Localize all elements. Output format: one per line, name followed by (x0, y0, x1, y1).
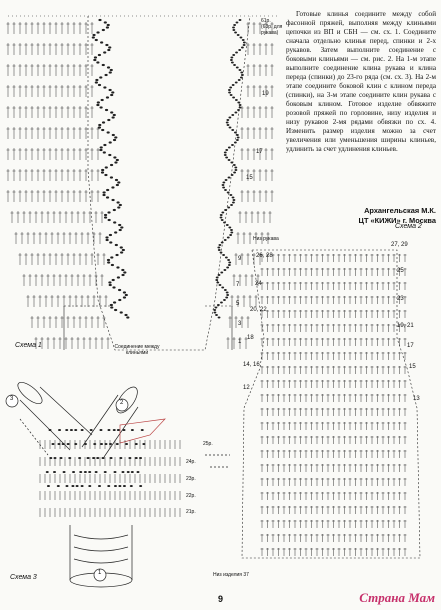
scheme1-top-right: 61р. (261, 18, 271, 24)
scheme1-label: Схема 1 (15, 342, 42, 349)
scheme3-circle-2: 2 (120, 400, 124, 406)
scheme3-row-23: 23р. (186, 476, 196, 482)
scheme2-right-23: 23 (397, 296, 404, 302)
scheme1-row-9: 9 (238, 256, 242, 262)
scheme2-top-label: Низ рукава (253, 236, 279, 242)
scheme2-right-25: 25 (397, 268, 404, 274)
page-number: 9 (217, 594, 223, 604)
scheme3-diagram (0, 375, 232, 590)
scheme2-left-14: 14, 16 (243, 362, 260, 368)
scheme2-left-20: 20, 22 (250, 307, 267, 313)
scheme3-row-21: 21р. (186, 509, 196, 515)
scheme1-join-note: Соединение между клиньями (114, 344, 160, 356)
scheme3-row-22: 22р. (186, 493, 196, 499)
scheme2-label: Схема 2 (395, 223, 422, 230)
scheme2-right-13: 13 (413, 396, 420, 402)
scheme1-top-right-2: (63р. для рукава) (261, 24, 283, 36)
scheme2-right-15: 15 (409, 364, 416, 370)
scheme3-row-25: 25р. (203, 441, 213, 447)
scheme2-bottom-row: 37 (243, 572, 249, 578)
scheme3-circle-1: 1 (98, 570, 102, 576)
scheme1-row-15: 15 (246, 175, 253, 181)
scheme2-right-19: 19, 21 (397, 323, 414, 329)
scheme1-row-5: 5 (236, 301, 240, 307)
scheme2-left-12: 12 (243, 385, 250, 391)
scheme3-label: Схема 3 (10, 574, 37, 581)
scheme1-row-17: 17 (256, 149, 263, 155)
watermark: Страна Мам (359, 590, 435, 605)
scheme2-left-18: 18 (247, 335, 254, 341)
scheme2-right-17: 17 (407, 343, 414, 349)
author-org: ЦТ «КИЖИ» г. Москва (358, 216, 436, 225)
scheme3-circle-3: 3 (10, 396, 14, 402)
scheme1-row-7: 7 (236, 282, 240, 288)
scheme2-left-26: 26, 28 (256, 253, 273, 259)
scheme2-bottom-text: Низ изделия (213, 572, 243, 578)
scheme1-row-1: 1 (238, 339, 242, 345)
scheme1-row-19: 19 (262, 91, 269, 97)
scheme2-diagram (232, 238, 441, 588)
scheme3-row-24: 24р. (186, 459, 196, 465)
scheme1-row-3: 3 (238, 321, 242, 327)
author-name: Архангельская М.К. (364, 206, 436, 215)
scheme2-right-27: 27, 29 (391, 242, 408, 248)
article-text: Готовые клинья соедините между собой фасонной пряжей, выполняя между клиньями цепочки из ВП и СБН — см. сх. 1. Соедините сначала отдельно клинья перед, спинки и 2-х рукавов. Затем выполните соединение с боковыми клиньями — см. рис. 2. На 1-м этапе выполните соединение клина рукава и клина переда (спинки) до 23-го ряда (см. сх. 3). На 2-м этапе соедините боковой клин с клином переда (спинки), на 3-м этапе соедините клин рукава с боковым клином. Готовое изделие обвяжите розовой пряжей по горловине, низу изделия и низу рукавов 2-мя рядами обвязки по сх. 4. Изменить размер изделия можно за счет увеличения или уменьшения ширины клиньев, удлинить за счет удлинения клиньев. (286, 10, 436, 153)
scheme2-left-24: 24 (255, 281, 262, 287)
